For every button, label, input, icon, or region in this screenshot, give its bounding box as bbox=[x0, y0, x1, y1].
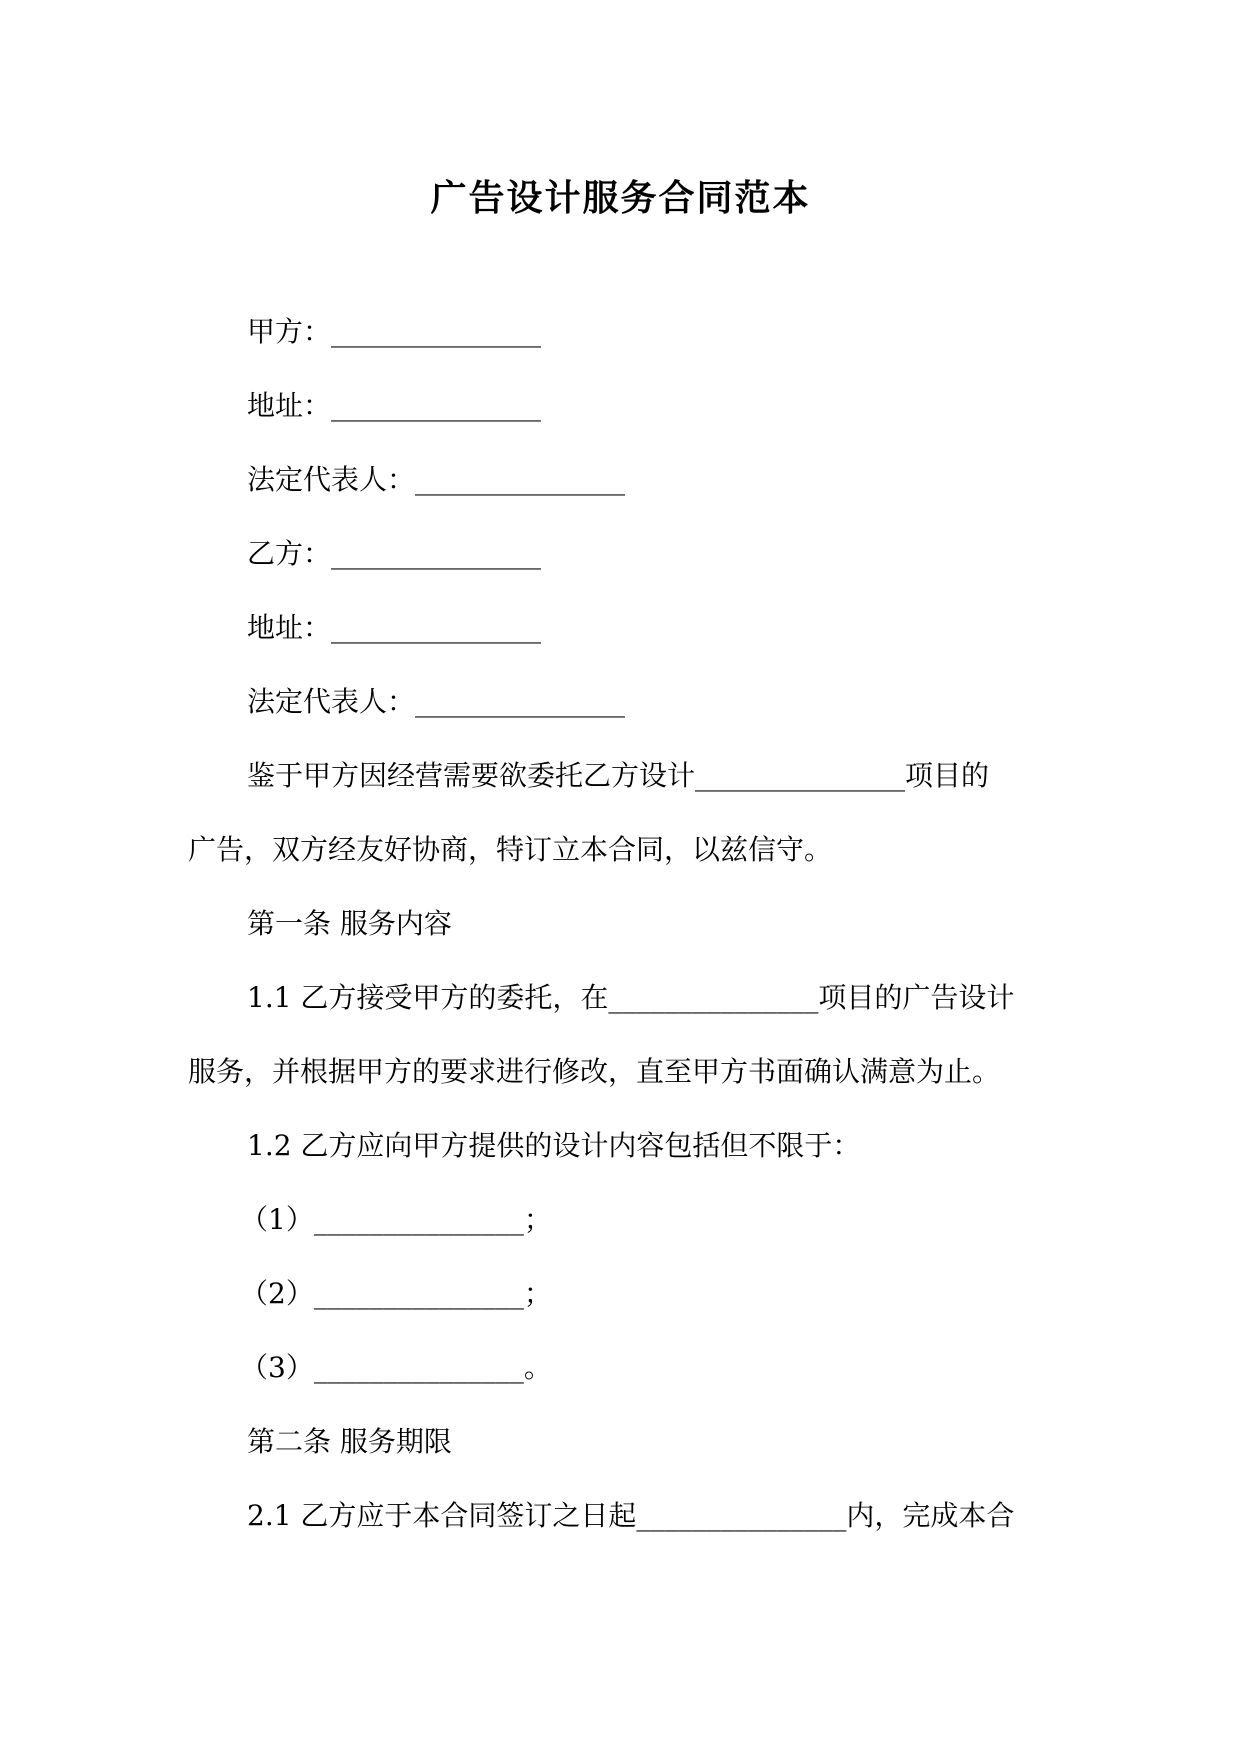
party-b-representative-line: 法定代表人：_______________ bbox=[247, 685, 626, 718]
article-1-heading: 第一条 服务内容 bbox=[247, 907, 452, 940]
clause-1-2: 1.2 乙方应向甲方提供的设计内容包括但不限于： bbox=[247, 1129, 861, 1162]
article-2-heading: 第二条 服务期限 bbox=[247, 1425, 452, 1458]
preamble-line-2: 广告，双方经友好协商，特订立本合同，以兹信守。 bbox=[188, 833, 833, 866]
party-b-name-line: 乙方：_______________ bbox=[247, 537, 542, 570]
clause-1-1-line-1: 1.1 乙方接受甲方的委托，在_______________项目的广告设计 bbox=[247, 981, 1015, 1014]
party-a-address-line: 地址：_______________ bbox=[247, 389, 542, 422]
party-a-representative-line: 法定代表人：_______________ bbox=[247, 463, 626, 496]
clause-1-1-line-2: 服务，并根据甲方的要求进行修改，直至甲方书面确认满意为止。 bbox=[188, 1055, 1001, 1088]
document-title: 广告设计服务合同范本 bbox=[430, 177, 811, 219]
clause-2-1-line-1: 2.1 乙方应于本合同签订之日起_______________内，完成本合 bbox=[247, 1499, 1015, 1532]
list-item-1: （1）_______________； bbox=[240, 1203, 552, 1236]
party-a-name-line: 甲方：_______________ bbox=[247, 315, 542, 348]
list-item-3: （3）_______________。 bbox=[240, 1351, 552, 1384]
list-item-2: （2）_______________； bbox=[240, 1277, 552, 1310]
preamble-line-1: 鉴于甲方因经营需要欲委托乙方设计_______________项目的 bbox=[247, 759, 990, 792]
party-b-address-line: 地址：_______________ bbox=[247, 611, 542, 644]
